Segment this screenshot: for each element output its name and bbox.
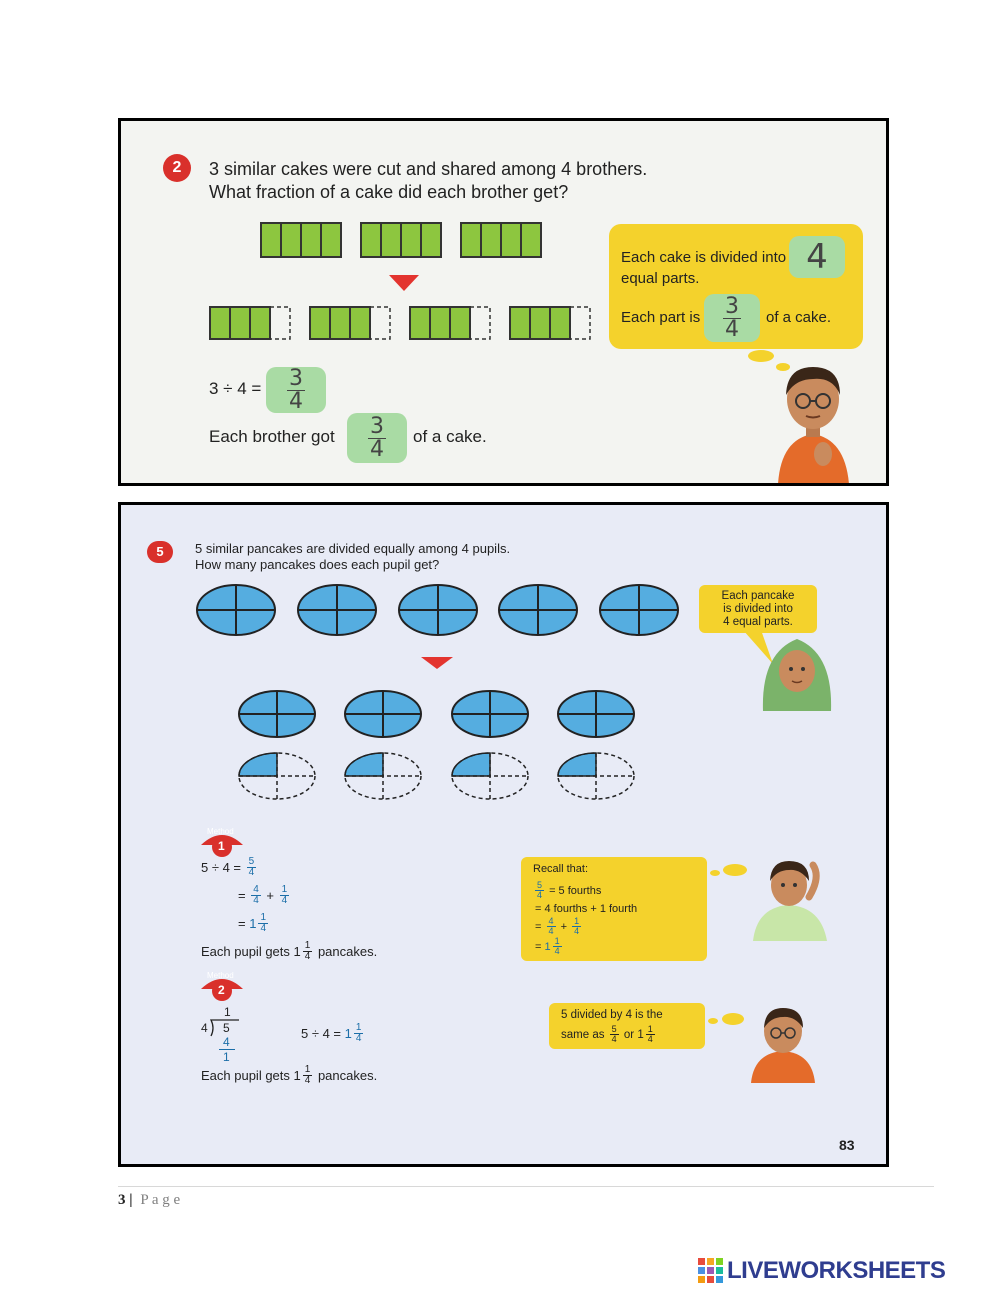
girl-character-icon xyxy=(757,633,837,711)
answer-box-parts[interactable] xyxy=(789,236,845,278)
whole-pancake xyxy=(197,585,275,635)
down-arrow-icon xyxy=(421,657,453,669)
bubble-line-3-prefix: Each part is xyxy=(621,309,701,326)
bubble-line: is divided into xyxy=(723,603,793,615)
thought-bubble xyxy=(609,224,863,349)
answer-box-equation[interactable] xyxy=(266,367,326,413)
bubble3-line1: 5 divided by 4 is the xyxy=(561,1009,663,1021)
question-number-badge: 5 xyxy=(147,541,173,563)
answer-sentence-prefix: Each brother got xyxy=(209,427,335,446)
whole-pancake xyxy=(399,585,477,635)
method1-line1: 5 ÷ 4 = $\frac{5}{4}$ xyxy=(201,856,255,878)
method2-result: Each pupil gets 1 1 4 pancakes. xyxy=(201,1064,378,1086)
thought-dots-icon xyxy=(709,861,751,881)
down-arrow-icon xyxy=(389,275,419,291)
long-division xyxy=(197,1005,247,1065)
boy-character-icon xyxy=(749,1005,817,1083)
shared-cake xyxy=(310,307,390,339)
bubble-line: 4 equal parts. xyxy=(723,616,793,628)
recall-line-4: = 1 1 4 xyxy=(535,936,560,956)
whole-pancake xyxy=(499,585,577,635)
question-line-1: 5 similar pancakes are divided equally among 4 pupils. xyxy=(195,541,511,556)
book-page-number: 83 xyxy=(839,1137,855,1153)
divided-bubble xyxy=(549,1003,705,1049)
shared-cake xyxy=(410,307,490,339)
quarter-pancake xyxy=(452,753,528,799)
recall-line-1: $\frac{5}{4}$ = 5 fourths xyxy=(537,880,602,900)
method2-equation: 5 ÷ 4 = 1 1 4 xyxy=(301,1022,362,1044)
method-label: Method xyxy=(207,827,234,836)
whole-cake xyxy=(261,223,341,257)
whole-cake xyxy=(361,223,441,257)
bubble-line-3-suffix: of a cake. xyxy=(766,309,832,326)
shared-pancake xyxy=(558,691,634,737)
bubble-line-2: equal parts. xyxy=(621,270,700,287)
method-number: 2 xyxy=(218,983,225,997)
question-number-badge: 2 xyxy=(163,154,191,182)
division-equation: 3 ÷ 4 = xyxy=(209,379,262,398)
shared-pancake xyxy=(239,691,315,737)
bubble3-line2: same as 5 4 or 1 1 4 xyxy=(561,1024,653,1044)
dividend: 5 xyxy=(223,1021,230,1035)
pancakes-diagram xyxy=(191,583,691,805)
quarter-pancake xyxy=(239,753,315,799)
shared-cake xyxy=(210,307,290,339)
method-label: Method xyxy=(207,971,234,980)
answer-sentence-suffix: of a cake. xyxy=(413,427,487,446)
shared-cake xyxy=(510,307,590,339)
quarter-pancake xyxy=(345,753,421,799)
whole-cake xyxy=(461,223,541,257)
separator: | xyxy=(129,1192,133,1208)
question-line-2: What fraction of a cake did each brother get? xyxy=(209,182,569,202)
cake-problem-panel xyxy=(118,118,889,486)
whole-pancake xyxy=(298,585,376,635)
cakes-diagram xyxy=(206,221,606,346)
method-number: 1 xyxy=(218,839,225,853)
speech-bubble-pancake xyxy=(699,585,817,633)
page-footer xyxy=(118,1192,180,1209)
quarter-pancake xyxy=(558,753,634,799)
page-number: 3 xyxy=(118,1192,126,1208)
thought-dots-icon xyxy=(707,1011,747,1031)
whole-pancake xyxy=(600,585,678,635)
sentence-fraction: 3 4 xyxy=(370,413,384,462)
shared-pancake xyxy=(452,691,528,737)
subtract-value: 4 xyxy=(223,1035,230,1049)
liveworksheets-logo-icon xyxy=(698,1258,724,1284)
brand-name: LIVEWORKSHEETS xyxy=(727,1257,946,1284)
footer-divider xyxy=(118,1186,934,1187)
boy-thinking-icon xyxy=(751,857,831,941)
question-line-1: 3 similar cakes were cut and shared among 4 brothers. xyxy=(209,159,648,179)
pancake-problem-panel xyxy=(118,502,889,1167)
bubble-line-1: Each cake is divided into xyxy=(621,249,787,266)
equation-fraction: 3 4 xyxy=(289,365,303,414)
bubble-line: Each pancake xyxy=(721,590,795,602)
answer-fraction: 3 4 xyxy=(725,293,739,342)
boy-character-icon xyxy=(773,359,853,484)
liveworksheets-logo xyxy=(698,1258,992,1284)
recall-line-2: = 4 fourths + 1 fourth xyxy=(535,903,638,915)
recall-bubble xyxy=(521,857,707,961)
method1-result: Each pupil gets 1 1 4 pancakes. xyxy=(201,940,378,962)
quotient: 1 xyxy=(224,1005,231,1019)
answer-box-sentence[interactable] xyxy=(347,413,407,463)
shared-pancake xyxy=(345,691,421,737)
answer-box-part-fraction[interactable] xyxy=(704,294,760,342)
recall-title: Recall that: xyxy=(533,863,589,875)
method1-line3: = 1 1 4 xyxy=(238,912,267,934)
page-word: P a g e xyxy=(140,1192,181,1208)
divisor: 4 xyxy=(201,1021,208,1035)
recall-line-3: = $\frac{4}{4}$ + $\frac{1}{4}$ xyxy=(535,916,580,936)
method1-line2: = $\frac{4}{4}$ + $\frac{1}{4}$ xyxy=(238,884,288,906)
remainder: 1 xyxy=(223,1050,230,1064)
answer-parts: 4 xyxy=(806,237,828,277)
question-line-2: How many pancakes does each pupil get? xyxy=(195,557,440,572)
